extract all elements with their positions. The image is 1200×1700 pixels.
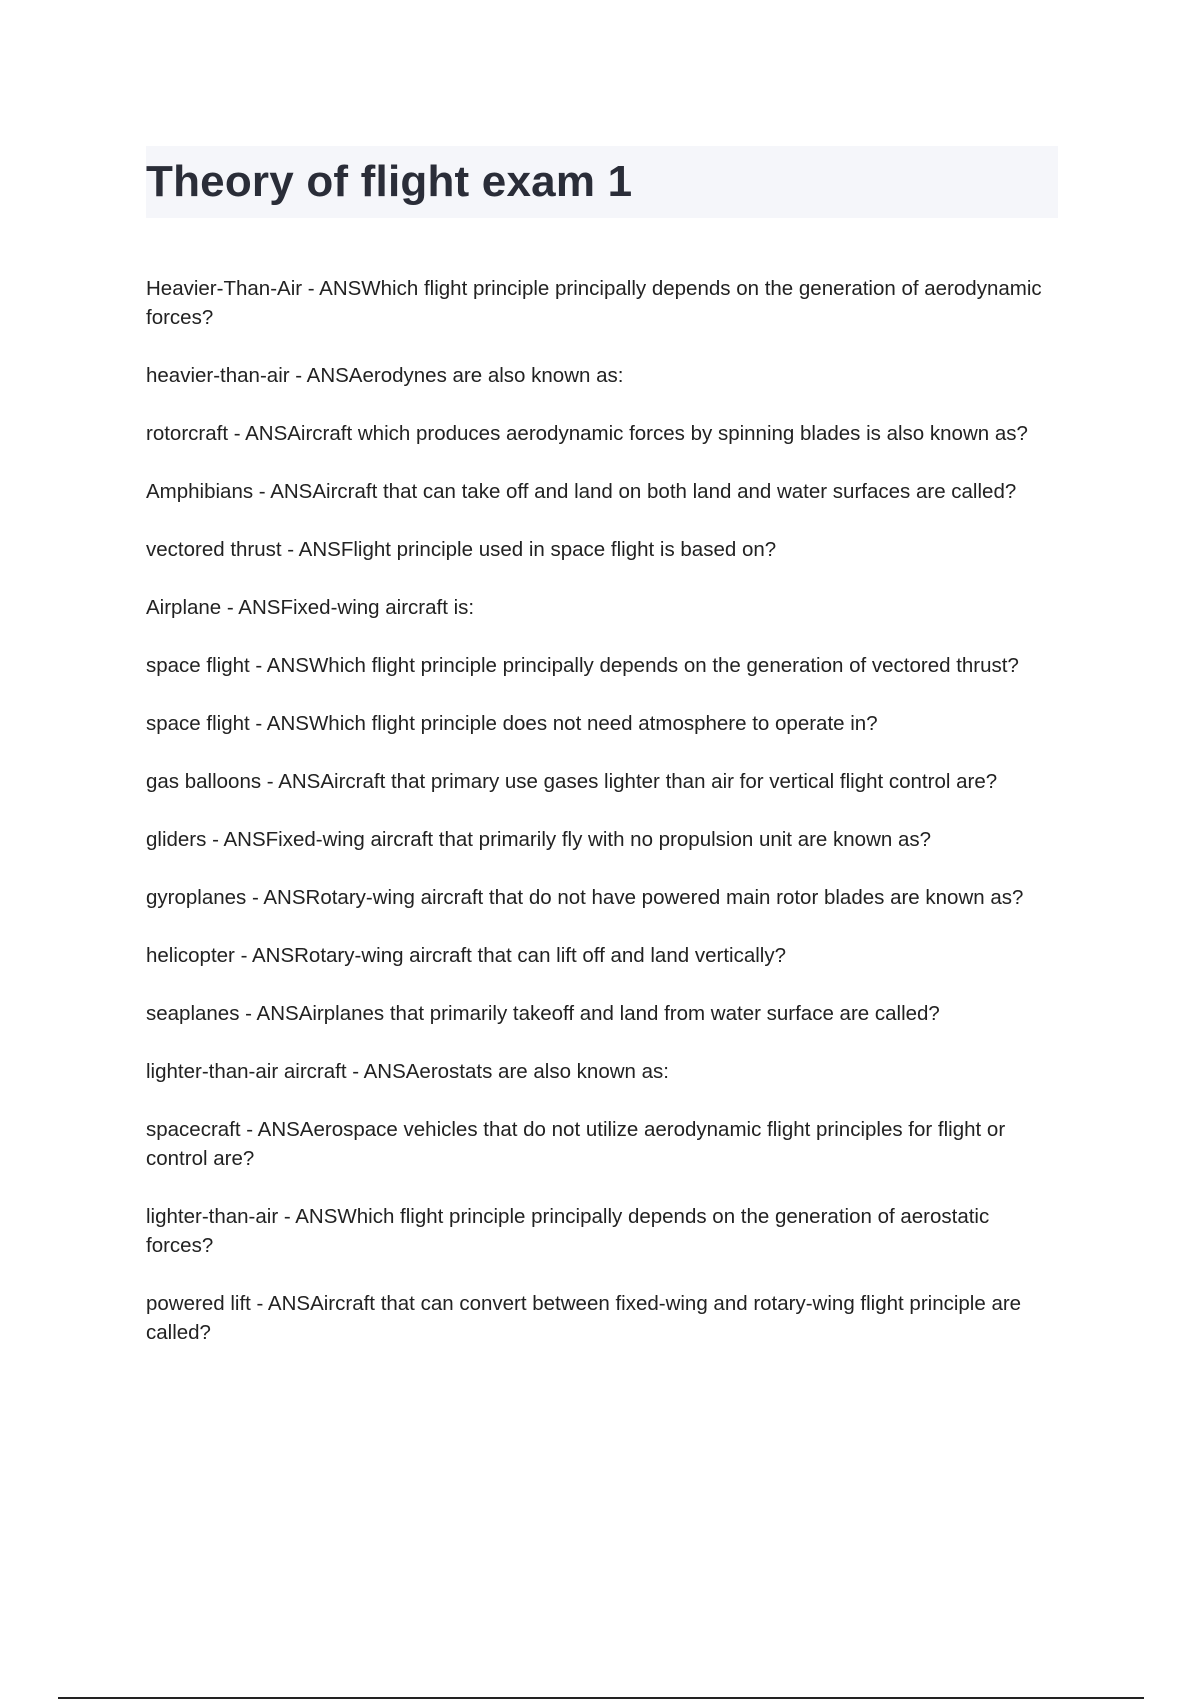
title-bar: [146, 146, 1058, 218]
qa-item: rotorcraft - ANSAircraft which produces aerodynamic forces by spinning blades is also known as?: [146, 422, 1028, 445]
qa-item: seaplanes - ANSAirplanes that primarily takeoff and land from water surface are called?: [146, 1002, 940, 1025]
qa-item: Heavier-Than-Air - ANSWhich flight principle principally depends on the generation of aerodynamic forces?: [146, 277, 1042, 329]
qa-item: powered lift - ANSAircraft that can convert between fixed-wing and rotary-wing flight principle are called?: [146, 1292, 1022, 1344]
qa-item: space flight - ANSWhich flight principle does not need atmosphere to operate in?: [146, 712, 878, 735]
page-title: Theory of flight exam 1: [146, 157, 633, 206]
qa-item: space flight - ANSWhich flight principle principally depends on the generation of vectored thrust?: [146, 654, 1019, 677]
qa-item: gliders - ANSFixed-wing aircraft that primarily fly with no propulsion unit are known as?: [146, 828, 932, 851]
qa-item: heavier-than-air - ANSAerodynes are also known as:: [146, 364, 624, 387]
qa-item: Airplane - ANSFixed-wing aircraft is:: [146, 596, 475, 619]
qa-list: [146, 274, 1058, 1376]
qa-item: lighter-than-air - ANSWhich flight principle principally depends on the generation of aerostatic forces?: [146, 1205, 990, 1257]
qa-item: helicopter - ANSRotary-wing aircraft that can lift off and land vertically?: [146, 944, 786, 967]
footer-divider: [58, 1697, 1144, 1699]
qa-item: spacecraft - ANSAerospace vehicles that do not utilize aerodynamic flight principles for flight or control are?: [146, 1118, 1006, 1170]
qa-item: lighter-than-air aircraft - ANSAerostats are also known as:: [146, 1060, 669, 1083]
qa-item: gas balloons - ANSAircraft that primary use gases lighter than air for vertical flight control are?: [146, 770, 998, 793]
qa-item: Amphibians - ANSAircraft that can take off and land on both land and water surfaces are called?: [146, 480, 1017, 503]
qa-item: vectored thrust - ANSFlight principle used in space flight is based on?: [146, 538, 777, 561]
qa-item: gyroplanes - ANSRotary-wing aircraft that do not have powered main rotor blades are known as?: [146, 886, 1024, 909]
